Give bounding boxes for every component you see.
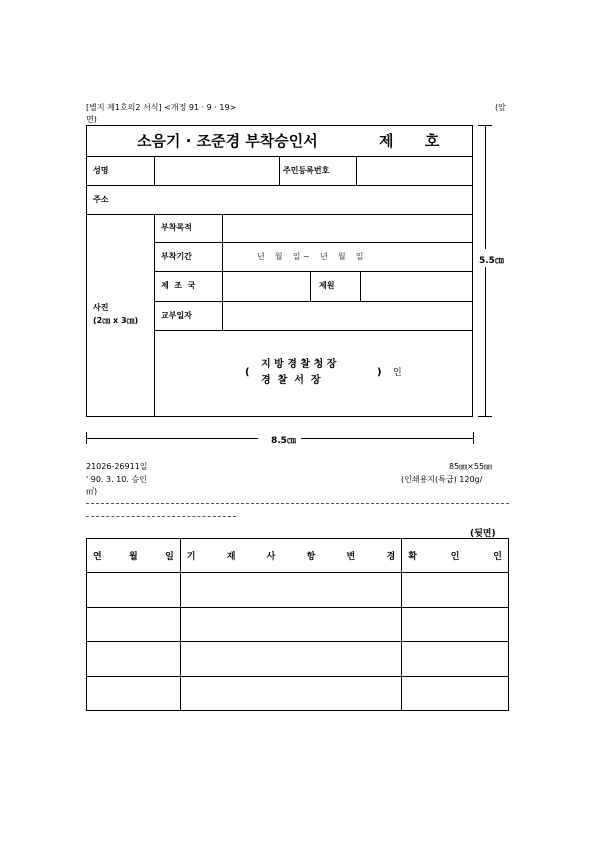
card-number-label: 제 호 <box>379 132 440 150</box>
header-date: 연 월 일 <box>87 539 181 573</box>
divider <box>154 156 155 185</box>
period-label: 부착기간 <box>161 252 192 261</box>
issuer-line-1: 지 방 경 찰 청 장 <box>261 359 337 370</box>
front-side-label-cont: 면) <box>86 115 97 124</box>
form-code: 21026-26911일 <box>86 462 148 471</box>
photo-label: 사진 <box>93 303 109 312</box>
divider <box>154 271 472 272</box>
divider <box>87 185 472 186</box>
issue-date-label: 교부일자 <box>161 311 192 320</box>
back-table-header <box>87 539 509 573</box>
back-record-table <box>86 538 509 711</box>
card-title: 소음기 · 조준경 부착승인서 <box>137 132 318 150</box>
id-number-label: 주민등록번호 <box>283 166 330 175</box>
divider <box>154 301 472 302</box>
cut-line <box>86 516 236 517</box>
paper-spec: (인쇄용지(특급) 120g/ <box>401 475 483 484</box>
table-row <box>87 607 509 642</box>
address-label: 주소 <box>93 195 109 204</box>
table-row <box>87 642 509 677</box>
specification-label: 제원 <box>319 281 335 290</box>
front-side-label: (앞 <box>495 103 506 112</box>
paper-spec-cont: ㎡) <box>86 487 98 496</box>
divider <box>154 214 155 416</box>
table-row <box>87 573 509 608</box>
approval-date: ' 90. 3. 10. 승인 <box>86 475 147 484</box>
divider <box>87 214 472 215</box>
card-size: 85㎜×55㎜ <box>449 462 493 471</box>
divider <box>279 156 280 185</box>
divider <box>360 271 361 301</box>
purpose-label: 부착목적 <box>161 223 192 232</box>
divider <box>154 330 472 331</box>
issuer-open-paren: ( <box>245 367 250 378</box>
divider <box>154 242 472 243</box>
seal-mark: 인 <box>393 368 402 378</box>
name-label: 성명 <box>93 166 109 175</box>
period-value: 년 월 일 ~ 년 월 일 <box>257 252 364 261</box>
divider <box>310 271 311 301</box>
header-confirm-seal: 확 인 인 <box>402 539 509 573</box>
issuer-close-paren: ) <box>377 367 382 378</box>
width-dimension <box>86 432 474 452</box>
form-reference: [별지 제1호의2 서식] <개정 91 · 9 · 19> <box>86 103 237 112</box>
approval-card-front <box>86 125 473 417</box>
maker-country-label: 제 조 국 <box>161 281 196 290</box>
back-side-label: (뒷면) <box>470 529 496 539</box>
width-dimension-label: 8.5㎝ <box>271 436 296 446</box>
height-dimension <box>478 125 508 417</box>
height-dimension-label: 5.5㎝ <box>479 256 504 266</box>
header-entry-change: 기 재 사 항 변 경 <box>180 539 401 573</box>
issuer-line-2: 경 찰 서 장 <box>261 375 321 386</box>
cut-line <box>86 503 509 504</box>
photo-size-label: (2㎝ x 3㎝) <box>93 316 139 325</box>
divider <box>356 156 357 185</box>
table-row <box>87 676 509 711</box>
divider <box>222 214 223 330</box>
